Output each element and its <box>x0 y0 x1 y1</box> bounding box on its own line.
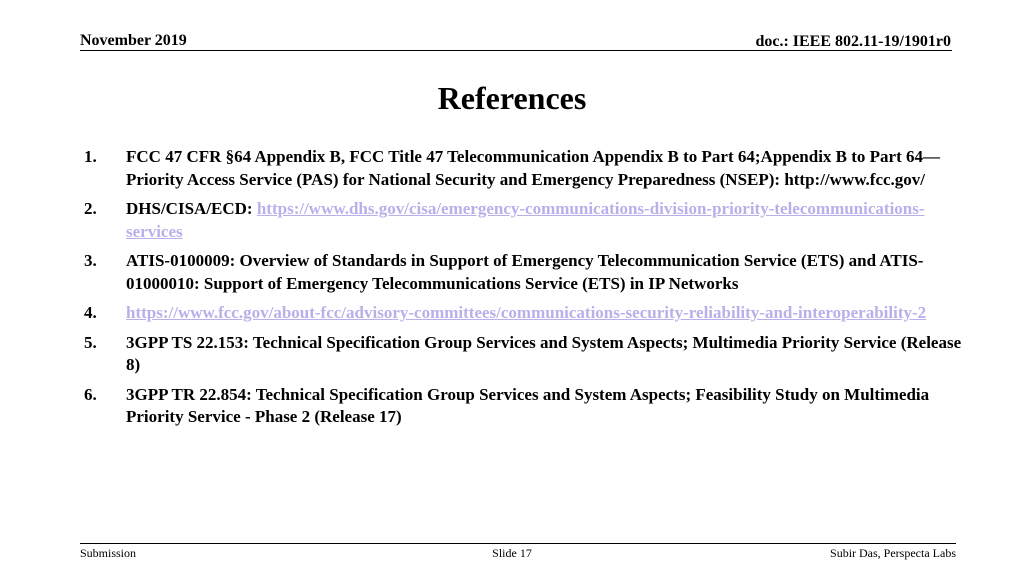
header-divider <box>80 50 952 51</box>
reference-number: 6. <box>84 384 97 404</box>
footer-slide-number: Slide 17 <box>492 546 532 560</box>
footer-author: Subir Das, Perspecta Labs <box>830 546 956 560</box>
reference-list <box>84 146 964 436</box>
footer-submission: Submission <box>80 546 137 560</box>
reference-number: 4. <box>84 303 97 322</box>
reference-number: 2. <box>84 199 97 218</box>
header-date: November 2019 <box>80 32 187 49</box>
reference-item-1 <box>84 146 964 191</box>
reference-number: 5. <box>84 332 97 352</box>
reference-item-5 <box>84 332 964 377</box>
footer-divider <box>80 543 956 544</box>
reference-body <box>126 302 964 325</box>
reference-item-6 <box>84 384 964 429</box>
reference-body <box>126 384 964 429</box>
reference-item-2 <box>84 198 964 243</box>
reference-text: ATIS-0100009: Overview of Standards in Support of Emergency Telecommunication Service (ETS) and ATIS-01000010: Support of Emergency Telecommunications Service (ETS) in IP Networks <box>126 251 924 293</box>
reference-body <box>126 250 964 295</box>
header-doc-id: doc.: IEEE 802.11-19/1901r0 <box>755 33 951 50</box>
reference-text: FCC 47 CFR §64 Appendix B, FCC Title 47 Telecommunication Appendix B to Part 64;Appendix B to Part 64—Priority Access Service (PAS) for National Security and Emergency Preparedness (NSEP): http://www.fcc.gov/ <box>126 147 941 189</box>
reference-body <box>126 146 964 191</box>
reference-item-4 <box>84 302 964 325</box>
reference-text: 3GPP TS 22.153: Technical Specification Group Services and System Aspects; Multimedia Priority Service (Release 8) <box>126 332 962 374</box>
reference-text: 3GPP TR 22.854: Technical Specification Group Services and System Aspects; Feasibility Study on Multimedia Priority Service - Phase 2 (Release 17) <box>126 384 930 426</box>
reference-link[interactable]: https://www.fcc.gov/about-fcc/advisory-committees/communications-security-reliability-and-interoperability-2 <box>126 303 927 322</box>
reference-item-3 <box>84 250 964 295</box>
reference-link[interactable]: https://www.dhs.gov/cisa/emergency-communications-division-priority-telecommunications-services <box>126 199 925 241</box>
reference-body <box>126 332 964 377</box>
slide-title: References <box>437 80 587 116</box>
reference-body <box>126 198 964 243</box>
reference-text: DHS/CISA/ECD: <box>126 199 257 218</box>
reference-number: 3. <box>84 251 97 270</box>
reference-number: 1. <box>84 147 97 166</box>
